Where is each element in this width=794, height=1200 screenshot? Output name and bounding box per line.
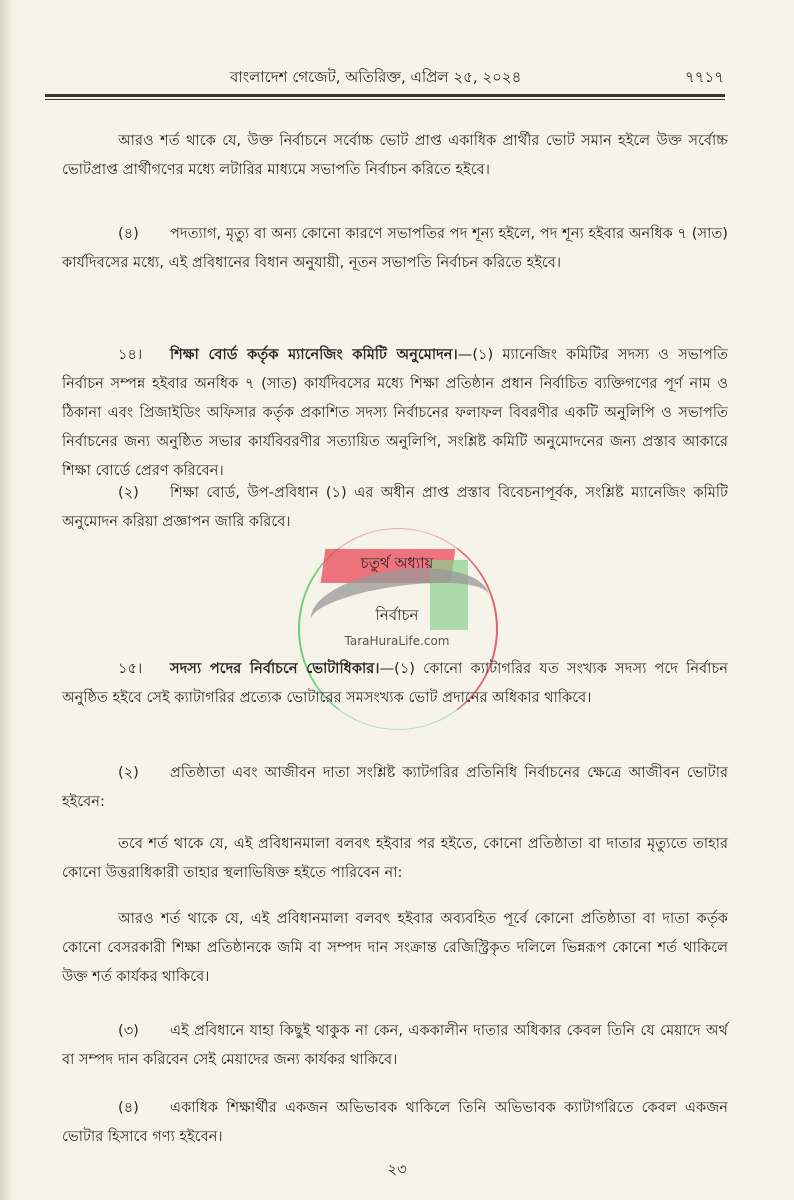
section-14-subsection-2	[62, 478, 728, 536]
paragraph-text: তবে শর্ত থাকে যে, এই প্রবিধানমালা বলবৎ হইবার পর হইতে, কোনো প্রতিষ্ঠাতা বা দাতার মৃত্যুতে তাহার কোনো উত্তরাধিকারী তাহার স্থলাভিষিক্ত হইতে পারিবেন না:	[62, 835, 728, 881]
paragraph-text: এই প্রবিধানে যাহা কিছুই থাকুক না কেন, এককালীন দাতার অধিকার কেবল তিনি যে মেয়াদে অর্থ বা সম্পদ দান করিবেন সেই মেয়াদের জন্য কার্যকর থাকিবে।	[62, 1022, 728, 1068]
header-rule	[45, 94, 725, 97]
gazette-title: বাংলাদেশ গেজেট, অতিরিক্ত, এপ্রিল ২৫, ২০২৪	[230, 68, 522, 86]
page-header	[0, 66, 794, 92]
paragraph-text: পদত্যাগ, মৃত্যু বা অন্য কোনো কারণে সভাপতির পদ শূন্য হইলে, পদ শূন্য হইবার অনধিক ৭ (সাত) কার্যদিবসের মধ্যে, এই প্রবিধানের বিধান অনুযায়ী, নূতন সভাপতি নির্বাচন করিতে হইবে।	[62, 225, 728, 271]
paragraph-text: প্রতিষ্ঠাতা এবং আজীবন দাতা সংশ্লিষ্ট ক্যাটগরির প্রতিনিধি নির্বাচনের ক্ষেত্রে আজীবন ভোটার হইবেন:	[62, 764, 728, 810]
section-15-subsection-4	[62, 1093, 728, 1151]
section-15	[62, 654, 728, 712]
proviso-paragraph	[62, 126, 728, 184]
subsection-number: (২)	[118, 764, 139, 781]
section-15-subsection-2	[62, 758, 728, 816]
section-number: ১৪।	[118, 346, 143, 363]
paragraph-text: আরও শর্ত থাকে যে, এই প্রবিধানমালা বলবৎ হইবার অব্যবহিত পূর্বে কোনো প্রতিষ্ঠাতা বা দাতা কর্তৃক কোনো বেসরকারী শিক্ষা প্রতিষ্ঠানকে জমি বা সম্পদ দান সংক্রান্ত রেজিস্ট্রিকৃত দলিলে ভিন্নরূপ কোনো শর্ত থাকিলে উক্ত শর্ত কার্যকর থাকিবে।	[62, 910, 728, 985]
subsection-number: (৪)	[118, 1099, 139, 1116]
gazette-page-ref: ৭৭১৭	[685, 68, 724, 86]
page-number: ২৩	[387, 1160, 407, 1178]
proviso-2	[62, 904, 728, 991]
subsection-number: (৪)	[118, 225, 139, 242]
book-spine-shadow	[0, 0, 14, 1200]
paragraph-text: একাধিক শিক্ষার্থীর একজন অভিভাবক থাকিলে তিনি অভিভাবক ক্যাটাগরিতে কেবল একজন ভোটার হিসাবে গণ্য হইবেন।	[62, 1099, 728, 1145]
paragraph-text: —(১) কোনো ক্যাটাগরির যত সংখ্যক সদস্য পদে নির্বাচন অনুষ্ঠিত হইবে সেই ক্যাটাগরির প্রত্যেক ভোটারের সমসংখ্যক ভোট প্রদানের অধিকার থাকিবে।	[62, 660, 728, 706]
section-heading: সদস্য পদের নির্বাচনে ভোটাধিকার।	[170, 660, 380, 677]
watermark-site: TaraHuraLife.com	[344, 634, 450, 648]
subsection-number: (২)	[118, 484, 139, 501]
paragraph-text: —(১) ম্যানেজিং কমিটির সদস্য ও সভাপতি নির্বাচন সম্পন্ন হইবার অনধিক ৭ (সাত) কার্যদিবসের মধ্যে শিক্ষা প্রতিষ্ঠান প্রধান নির্বাচিত ব্যক্তিগণের পূর্ণ নাম ও ঠিকানা এবং প্রিজাইডিং অফিসার কর্তৃক প্রকাশিত সদস্য নির্বাচনের ফলাফল বিবরণীর একটি অনুলিপি ও সভাপতি নির্বাচনের জন্য অনুষ্ঠিত সভার কার্যবিবরণীর সত্যায়িত অনুলিপি, সংশ্লিষ্ট কমিটি অনুমোদনের জন্য প্রস্তাব আকারে শিক্ষা বোর্ডে প্রেরণ করিবেন।	[62, 346, 728, 479]
header-rule-thin	[45, 99, 725, 100]
paragraph-text: আরও শর্ত থাকে যে, উক্ত নির্বাচনে সর্বোচ্চ ভোট প্রাপ্ত একাধিক প্রার্থীর ভোট সমান হইলে উক্ত সর্বোচ্চ ভোটপ্রাপ্ত প্রার্থীগণের মধ্যে লটারির মাধ্যমে সভাপতি নির্বাচন করিতে হইবে।	[62, 132, 728, 178]
chapter-title: নির্বাচন	[375, 606, 419, 624]
section-14	[62, 340, 728, 485]
section-15-subsection-3	[62, 1016, 728, 1074]
section-heading: শিক্ষা বোর্ড কর্তৃক ম্যানেজিং কমিটি অনুমোদন।	[170, 346, 458, 363]
paragraph-text: শিক্ষা বোর্ড, উপ-প্রবিধান (১) এর অধীন প্রাপ্ত প্রস্তাব বিবেচনাপূর্বক, সংশ্লিষ্ট ম্যানেজিং কমিটি অনুমোদন করিয়া প্রজ্ঞাপন জারি করিবে।	[62, 484, 728, 530]
section-number: ১৫।	[118, 660, 143, 677]
subsection-4	[62, 219, 728, 277]
chapter-label: চতুর্থ অধ্যায়	[360, 554, 434, 572]
subsection-number: (৩)	[118, 1022, 139, 1039]
proviso-1	[62, 829, 728, 887]
